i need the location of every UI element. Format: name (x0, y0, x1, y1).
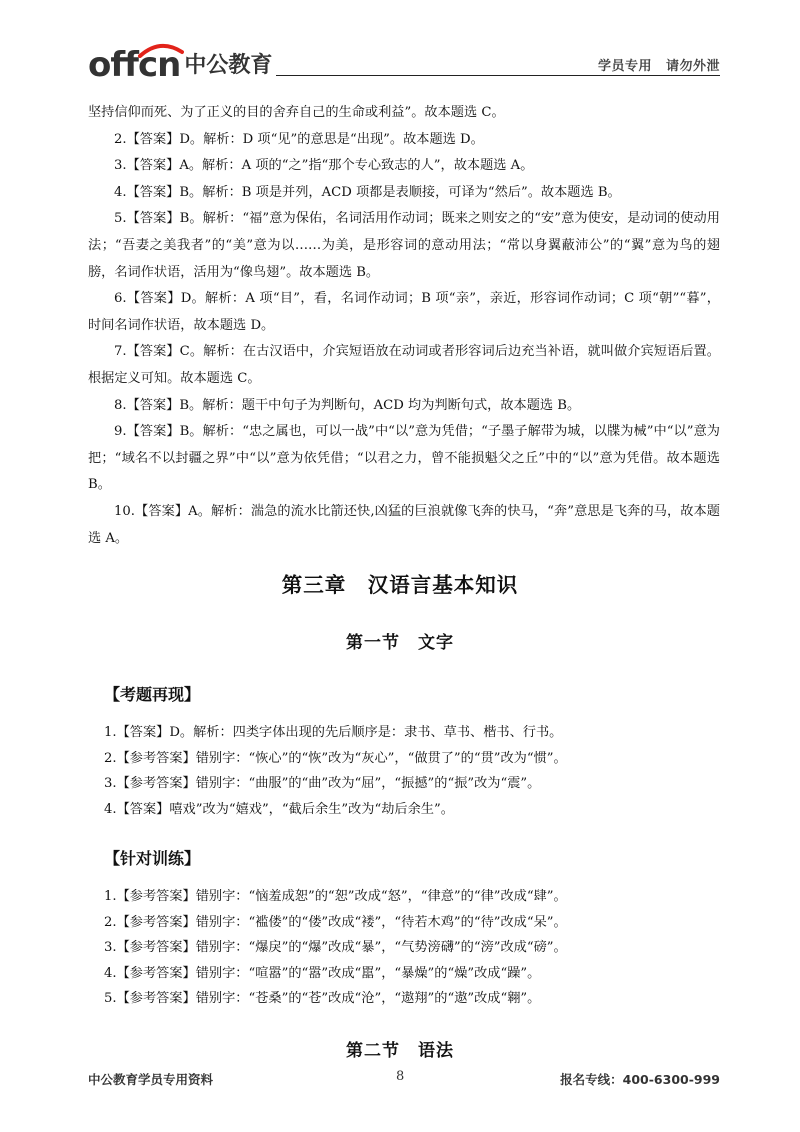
exam-item: 3.【参考答案】错别字：“曲服”的“曲”改为“屈”，“振撼”的“振”改为“震”。 (104, 776, 541, 792)
logo-arc-icon (138, 42, 184, 58)
offcn-logo (88, 45, 273, 85)
exam-review-list (104, 720, 704, 822)
exam-item: 4.【答案】嘻戏”改为“嬉戏”，“截后余生”改为“劫后余生”。 (104, 801, 454, 817)
header-label-confidential: 请勿外泄 (665, 59, 720, 74)
training-item: 3.【参考答案】错别字：“爆戾”的“爆”改成“暴”，“气势滂礴”的“滂”改成“磅”。 (104, 940, 567, 956)
continuation-text: 坚持信仰而死、为了正义的目的舍弃自己的生命或利益”。故本题选 C。 (88, 105, 505, 120)
answer-item: 5.【答案】B。解析：“福”意为保佑，名词活用作动词；既来之则安之的“安”意为使安，是动词的使动用法；“吾妻之美我者”的“美”意为以……为美，是形容词的意动用法；“常以身翼蔽沛公”的“翼”意为鸟的翅膀，名词作状语，活用为“像鸟翅”。故本题选 B。 (88, 211, 720, 280)
subhead-targeted-training: 【针对训练】 (104, 849, 201, 868)
exam-item: 1.【答案】D。解析：四类字体出现的先后顺序是：隶书、草书、楷书、行书。 (104, 725, 563, 740)
header-rule (276, 75, 720, 76)
training-item: 1.【参考答案】错别字：“恼羞成恕”的“恕”改成“怒”，“律意”的“律”改成“肆”。 (104, 889, 567, 904)
footer-hotline: 报名专线：400-6300-999 (560, 1072, 720, 1087)
page-footer (88, 1070, 720, 1090)
answer-item: 8.【答案】B。解析：题干中句子为判断句，ACD 均为判断句式，故本题选 B。 (114, 397, 581, 413)
answer-item: 3.【答案】A。解析：A 项的“之”指“那个专心致志的人”，故本题选 A。 (114, 158, 534, 174)
training-item: 2.【参考答案】错别字：“褴偻”的“偻”改成“褛”，“待若木鸡”的“待”改成“呆”。 (104, 914, 567, 930)
training-list (104, 884, 704, 1012)
header-label-members-only: 学员专用 (597, 59, 652, 74)
answer-item: 4.【答案】B。解析：B 项是并列，ACD 项都是表顺接，可译为“然后”。故本题选 B。 (114, 184, 621, 200)
header-notice (598, 55, 720, 74)
training-item: 4.【参考答案】错别字：“喧嚣”的“嚣”改成“嚚”，“暴燥”的“燥”改成“躁”。 (104, 965, 541, 981)
section-title-writing: 第一节 文字 (346, 633, 454, 653)
answer-item: 9.【答案】B。解析：“忠之属也，可以一战”中“以”意为凭借；“子墨子解带为城，以牒为械”中“以”意为把；“域名不以封疆之界”中“以”意为依凭借；“以君之力，曾不能损魁父之丘”中的“以”意为凭借。故本题选 B。 (88, 424, 720, 493)
chapter-title: 第三章 汉语言基本知识 (281, 573, 519, 597)
exam-item: 2.【参考答案】错别字：“恢心”的“恢”改为“灰心”，“做贯了”的“贯”改为“惯”。 (104, 750, 567, 766)
answer-item: 7.【答案】C。解析：在古汉语中，介宾短语放在动词或者形容词后边充当补语，就叫做介宾短语后置。根据定义可知。故本题选 C。 (88, 344, 720, 386)
answer-item: 2.【答案】D。解析：D 项“见”的意思是“出现”。故本题选 D。 (114, 131, 484, 147)
answer-item: 10.【答案】A。解析：湍急的流水比箭还快,凶猛的巨浪就像飞奔的快马，“奔”意思是飞奔的马，故本题选 A。 (88, 503, 720, 546)
training-item: 5.【参考答案】错别字：“苍桑”的“苍”改成“沧”，“遨翔”的“遨”改成“翱”。 (104, 991, 541, 1007)
answer-item: 6.【答案】D。解析：A 项“目”，看，名词作动词；B 项“亲”，亲近，形容词作动词；C 项“朝”“暮”，时间名词作状语，故本题选 D。 (88, 291, 720, 333)
logo-cn-text: 中公教育 (184, 53, 273, 78)
page-header (88, 44, 720, 84)
section-title-grammar: 第二节 语法 (346, 1041, 454, 1061)
page-number: 8 (396, 1069, 405, 1084)
logo-latin-text: offcn (88, 45, 181, 85)
answers-section (88, 100, 720, 552)
footer-label: 中公教育学员专用资料 (88, 1072, 214, 1087)
subhead-exam-review: 【考题再现】 (104, 685, 201, 704)
